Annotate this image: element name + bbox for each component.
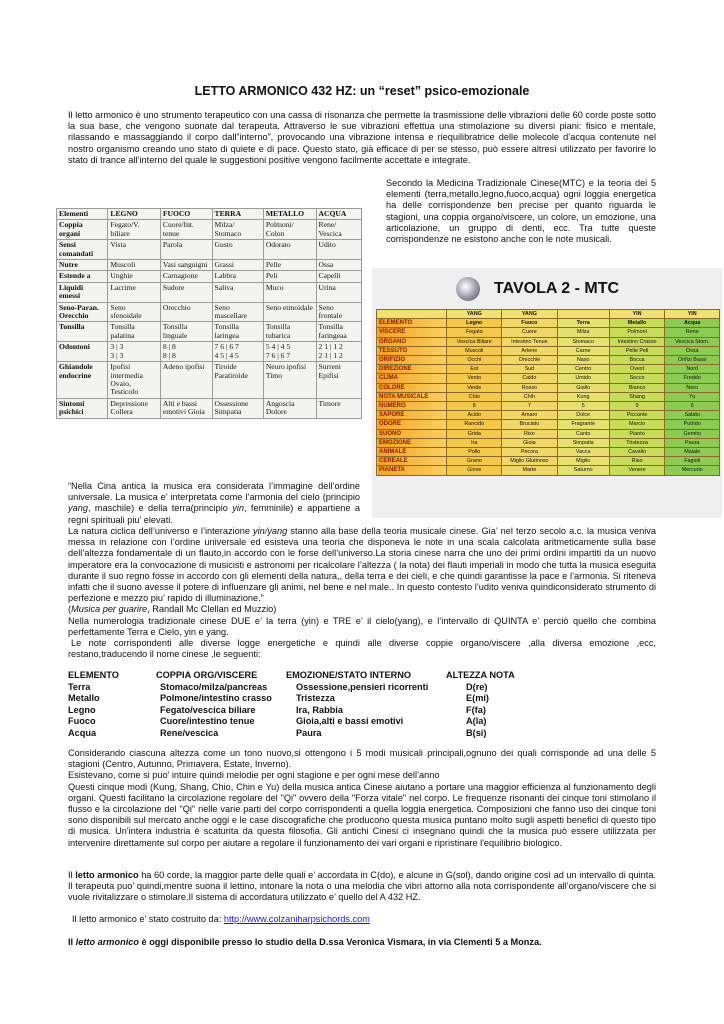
mtc-cell: 8 <box>447 402 502 411</box>
mtc-table-title: TAVOLA 2 - MTC <box>494 280 620 297</box>
notes-cell: B(si) <box>466 727 487 738</box>
mtc-cell: Saturno <box>557 466 609 475</box>
mtc-cell: Pollo <box>447 448 502 457</box>
mtc-cell: Salato <box>665 411 720 420</box>
mtc-cell: Milza <box>557 328 609 337</box>
mtc-cell: Pecora <box>502 448 558 457</box>
mtc-cell: Riso <box>609 457 665 466</box>
table-cell: Pelle <box>263 260 316 271</box>
mtc-cell: Rene <box>665 328 720 337</box>
table-row <box>57 240 362 260</box>
mtc-cell: Bruciato <box>502 420 558 429</box>
table-cell: 2 1 | 1 2 2 1 | 1 2 <box>316 342 361 362</box>
mtc-row <box>377 429 720 438</box>
mtc-cell: Kung <box>557 392 609 401</box>
mtc-cell: Rosso <box>502 383 558 392</box>
mtc-row <box>377 374 720 383</box>
table-cell: Surreni Epifisi <box>316 362 361 399</box>
notes-cell: Gioia,alti e bassi emotivi <box>296 716 404 726</box>
table-cell: Seno mascellare <box>212 302 263 322</box>
table-cell: Ossessione Simpatia <box>212 398 263 418</box>
notes-header-cell: ELEMENTO <box>68 670 119 680</box>
table-cell: Seno sfenoidale <box>108 302 160 322</box>
table-cell: Parola <box>160 240 212 260</box>
table-header-row <box>57 209 362 220</box>
table-row <box>57 322 362 342</box>
mtc-cell: Orecchie <box>502 356 558 365</box>
mtc-cell: 6 <box>665 402 720 411</box>
mtc-cell: Grano <box>447 457 502 466</box>
mtc-row-label: SAPORE <box>377 411 447 420</box>
page-title: LETTO ARMONICO 432 HZ: un “reset” psico-emozionale <box>194 84 530 98</box>
table-row-label: Sintomi psichici <box>57 398 108 418</box>
mtc-row-label: ORIFIZIO <box>377 356 447 365</box>
mtc-cell: Simpatia <box>557 438 609 447</box>
mtc-cell: Giove <box>447 466 502 475</box>
intro-paragraph: Il letto armonico è uno strumento terapeutico con una cassa di risonanza che permette la trasmissione delle vibrazioni delle 60 corde poste sotto la sua base, che vengono suonate dal terapeuta. Attraverso le sue vibrazioni effettua una stimolazione su diversi piani: fisico e mentale, rilassando e massaggiando il corpo dall”interno”, provocando una vibrazione intensa e riequilibratrice delle molecole d’acqua contenute nel nostro organismo creando uno stato di quiete e di pace. Questo stato, già efficace di per se stesso, può essere altresì utilizzato per favorire lo stato di trance all’interno del quale le suggestioni positive vengono facilmente accettate e integrate. <box>68 110 656 165</box>
modes-paragraph: Considerando ciascuna altezza come un tono nuovo,si ottengono i 5 modi musicali principali,ognuno dei quali corrisponde ad una delle 5 stagioni (Centro, Autunno, Primavera, Estate, Inverno). <box>68 748 656 770</box>
mtc-cell: Fuoco <box>502 319 558 328</box>
mtc-cell: Nero <box>665 383 720 392</box>
mtc-cell: Shang <box>609 392 665 401</box>
table-header-cell: TERRA <box>212 209 263 220</box>
notes-cell: Legno <box>68 704 96 715</box>
mtc-cell: Paura <box>665 438 720 447</box>
qi-paragraph: Questi cinque modi (Kung, Shang, Chio, Chin e Yu) della musica antica Cinese aiutano a portare una maggior efficienza al funzionamento degli organi. Questi facilitano la circolazione regolare del "Qi" ovvero della "Forza vitale" nel corpo. Le frequenze risonanti dei cinque toni stimolano il flusso e la circolazione del "Qi" nelle varie parti del corpo corrispondenti a quella loggia energetica. Composizioni che fanno uso dei cinque toni sono disponibili sul mercato anche oggi e le case discografiche che producono questa musica puntano molto sugli aspetti benefici di questo tipo di musica. Un'intera industria è scaturita da questa filosofia. Gli antichi Cinesi ci insegnano quindi che la musica può essere utilizzata per intervenire direttamente sul corpo per aiutare a regolare il funzionamento dei vari organi e ripristinare l'equilibrio biologico. <box>68 781 656 848</box>
notes-intro-paragraph: Le note corrispondenti alle diverse logge energetiche e quindi alle diverse coppie organo/viscere ,alla diversa emozione ,ecc, restano,traducendo il nome cinese ,le seguenti: <box>68 638 656 660</box>
mtc-cell: Mercurio <box>665 466 720 475</box>
table-cell: Cuore/Int. tenue <box>160 220 212 240</box>
mtc-row <box>377 448 720 457</box>
table-row <box>57 398 362 418</box>
table-cell: Tonsilla tubarica <box>263 322 316 342</box>
seasons-paragraph: Esistevano, come si puo’ intuire quindi melodie per ogni stagione e per ogni mese dell’anno <box>68 770 440 781</box>
mtc-cell: Giallo <box>557 383 609 392</box>
mtc-row <box>377 328 720 337</box>
mtc-cell: Legno <box>447 319 502 328</box>
numerology-paragraph: Nella numerologia tradizionale cinese DUE e’ la terra (yin) e TRE e’ il cielo(yang), e l’intervallo di QUINTA e’ perciò quello che combina perfettamente Terra e Cielo, yin e yang. <box>68 615 656 637</box>
mtc-cell: Occhi <box>447 356 502 365</box>
mtc-cell: Venere <box>609 466 665 475</box>
table-cell: Tiroide Paratiroide <box>212 362 263 399</box>
mtc-cell: Miglio <box>557 457 609 466</box>
mtc-row <box>377 411 720 420</box>
table-cell: Tonsilla linguale <box>160 322 212 342</box>
mtc-row-label: EMOZIONE <box>377 438 447 447</box>
table-cell: Grassi <box>212 260 263 271</box>
credit-line <box>72 914 370 924</box>
mtc-row-label: SUONO <box>377 429 447 438</box>
availability-line: Il letto armonico è oggi disponibile presso lo studio della D.ssa Veronica Vismara, in via Clementi 5 a Monza. <box>68 937 542 947</box>
table-row <box>57 282 362 302</box>
quote-paragraph: “Nella Cina antica la musica era considerata l’immagine dell’ordine universale. La musica e’ interpretata come l’armonia del cielo (principio yang, maschile) e della terra(principio yin, femminile) e appartiene a regni spirituali piu’ elevati. <box>68 481 360 525</box>
mtc-row <box>377 319 720 328</box>
table-cell: Rene/ Vescica <box>316 220 361 240</box>
mtc-cell: Marcio <box>609 420 665 429</box>
mtc-header-cell: YIN <box>665 310 720 319</box>
table-cell: Tonsilla palatina <box>108 322 160 342</box>
table-cell: Unghie <box>108 271 160 282</box>
table-cell: Labbra <box>212 271 263 282</box>
mtc-cell: Naso <box>557 356 609 365</box>
mtc-cell: Canto <box>557 429 609 438</box>
table-cell: Timore <box>316 398 361 418</box>
mtc-row-label: PIANETA <box>377 466 447 475</box>
mtc-cell: Polmoni <box>609 328 665 337</box>
mtc-row <box>377 466 720 475</box>
table-cell: Polmoni/ Colon <box>263 220 316 240</box>
table-row-label: Sensi comandati <box>57 240 108 260</box>
table-row-label: Seno-Paran. Orecchio <box>57 302 108 322</box>
mtc-cell: Yu <box>665 392 720 401</box>
mtc-header-cell <box>557 310 609 319</box>
table-cell: Carnagione <box>160 271 212 282</box>
notes-cell: Fegato/vescica biliare <box>160 704 256 715</box>
credit-text: Il letto armonico e’ stato costruito da: <box>72 914 224 924</box>
table-cell: Depressione Collera <box>108 398 160 418</box>
mtc-header-row <box>377 310 720 319</box>
table-cell: Orecchio <box>160 302 212 322</box>
table-cell: Fegato/V. biliare <box>108 220 160 240</box>
mtc-cell: Piccante <box>609 411 665 420</box>
table-cell: Neuro ipofisi Timo <box>263 362 316 399</box>
mtc-cell: Intestino Crasso <box>609 337 665 346</box>
table-cell: Urina <box>316 282 361 302</box>
table-cell: Tonsilla laringea <box>212 322 263 342</box>
mtc-row <box>377 402 720 411</box>
mtc-row-label: ELEMENTO <box>377 319 447 328</box>
table-row-label: Liquidi emessi <box>57 282 108 302</box>
mtc-cell: Ossa <box>665 346 720 355</box>
mtc-cell: Rancido <box>447 420 502 429</box>
mtc-cell: Nord <box>665 365 720 374</box>
mtc-paragraph: Secondo la Medicina Tradizionale Cinese(MTC) e la teoria dei 5 elementi (terra,metallo,legno,fuoco,acqua) ogni loggia energetica ha delle corrispondenze ben precise per quanto riguarda le stagioni, una coppia organo/viscere, un colore, un emozione, una articolazione, un gruppo di denti, ecc. Tra tutte queste corrispondenze ne esistono anche con le note musicali. <box>386 178 656 245</box>
mtc-cell: 5 <box>557 402 609 411</box>
table-cell: 8 | 8 8 | 8 <box>160 342 212 362</box>
table-row <box>57 342 362 362</box>
notes-cell: Rene/vescica <box>160 727 219 738</box>
mtc-row-label: COLORE <box>377 383 447 392</box>
mtc-cell: Cavallo <box>609 448 665 457</box>
mtc-cell: Bianco <box>609 383 665 392</box>
table-cell: Gusto <box>212 240 263 260</box>
mtc-cell: Carne <box>557 346 609 355</box>
mtc-cell: Maiale <box>665 448 720 457</box>
mtc-cell: Verde <box>447 383 502 392</box>
mtc-cell: Cuore <box>502 328 558 337</box>
mtc-row-label: NOTA MUSICALE <box>377 392 447 401</box>
notes-cell: Ira, Rabbia <box>296 704 343 715</box>
mtc-cell: Intestino Tenue <box>502 337 558 346</box>
mtc-cell: Terra <box>557 319 609 328</box>
elements-table <box>56 208 362 419</box>
mtc-cell: Gioia <box>502 438 558 447</box>
table-cell: Ossa <box>316 260 361 271</box>
mtc-header-cell: YIN <box>609 310 665 319</box>
table-cell: 3 | 3 3 | 3 <box>108 342 160 362</box>
mtc-cell: Muscoli <box>447 346 502 355</box>
table-cell: Ipofisi intermedia Ovaio, Testicolo <box>108 362 160 399</box>
mtc-cell: Tristezza <box>609 438 665 447</box>
notes-cell: D(re) <box>466 681 488 692</box>
mtc-cell: Vacca <box>557 448 609 457</box>
mtc-header-cell: YANG <box>447 310 502 319</box>
notes-header-cell: EMOZIONE/STATO INTERNO <box>286 670 412 680</box>
table-cell: 7 6 | 6 7 4 5 | 4 5 <box>212 342 263 362</box>
notes-cell: F(fa) <box>466 704 486 715</box>
table-cell: Seno etmoidale <box>263 302 316 322</box>
mtc-row <box>377 383 720 392</box>
table-row <box>57 362 362 399</box>
maker-link[interactable]: http://www.colzaniharpsichords.com <box>223 914 370 924</box>
mtc-cell: Caldo <box>502 374 558 383</box>
mtc-cell: Dolce <box>557 411 609 420</box>
table-header-cell: METALLO <box>263 209 316 220</box>
mtc-cell: Vescica Biliare <box>447 337 502 346</box>
mtc-cell: Vento <box>447 374 502 383</box>
table-row <box>57 271 362 282</box>
mtc-header-cell <box>377 310 447 319</box>
table-cell: Peli <box>263 271 316 282</box>
mtc-cell: Chih <box>502 392 558 401</box>
mtc-cell: Bocca <box>609 356 665 365</box>
mtc-row <box>377 392 720 401</box>
mtc-cell: 7 <box>502 402 558 411</box>
mtc-cell: Grida <box>447 429 502 438</box>
table-cell: Capelli <box>316 271 361 282</box>
yin-yang-logo-icon <box>456 277 480 301</box>
mtc-cell: Est <box>447 365 502 374</box>
body-paragraph-1: La natura ciclica dell’universo e l’interazione yin/yang stanno alla base della teoria musicale cinese. Gia’ nel terzo secolo a.c. la musica veniva messa in relazione con l’ordine universale ed esisteva una teoria che disponeva le note in una scala calcolata aritmeticamente sulla base dell’altezza fondamentale di un flauto,in accordo con le forse dell’universo.La storia cinese narra che uno dei primi ordini impartiti da un nuovo imperatore era la convocazione di musicisti e astronomi per ricalcolare l’altezza ( la nota) dei flauti imperiali in modo che tutta la musica eseguita durante il suo regno fosse in accordo con gli elementi della natura,, della terra e dei cieli, e che quindi garantisse la pace e l’armonia. Si riteneva infatti che il suono avesse il potere di influenzare gli animi, nel bene e nel male.. In questo contesto l’udito veniva quindiconsiderato strumento di perfezione e mezzo piu’ rapido di illuminazione.” (Musica per guarire, Randall Mc Clellan ed Muzzio) Nella numerologia tradizionale cinese DUE e’ la terra (yin) e TRE e’ il cielo(yang), e l’intervallo di QUINTA e’ perciò quello che combina perfettamente Terra e Cielo, yin e yang. Le note corrispondenti alle diverse logge energetiche e quindi alle diverse coppie organo/viscere ,alla diversa emozione ,ecc, restano,traducendo il nome cinese ,le seguenti: <box>68 526 657 660</box>
mtc-cell: Ira <box>447 438 502 447</box>
table-row <box>57 302 362 322</box>
mtc-cell: Fragrante <box>557 420 609 429</box>
notes-cell: Polmone/intestino crasso <box>160 693 272 703</box>
table-header-cell: LEGNO <box>108 209 160 220</box>
table-cell: Seno frontale <box>316 302 361 322</box>
mtc-row-label: DIREZIONE <box>377 365 447 374</box>
mtc-row-label: ODORE <box>377 420 447 429</box>
mtc-cell: Acido <box>447 411 502 420</box>
table-cell: Angoscia Dolore <box>263 398 316 418</box>
table-cell: Milza/ Stomaco <box>212 220 263 240</box>
table-cell: Vista <box>108 240 160 260</box>
mtc-row-label: CEREALE <box>377 457 447 466</box>
mtc-cell: Sud <box>502 365 558 374</box>
mtc-cell: Centro <box>557 365 609 374</box>
mtc-row-label: ORGANO <box>377 337 447 346</box>
table-row-label: Coppia organi <box>57 220 108 240</box>
mtc-row <box>377 438 720 447</box>
table-cell: Udito <box>316 240 361 260</box>
table-row-label: Odontoni <box>57 342 108 362</box>
table-cell: Sudore <box>160 282 212 302</box>
mtc-cell: Vescica Stom. <box>665 337 720 346</box>
mtc-cell: Umido <box>557 374 609 383</box>
mtc-cell: Secco <box>609 374 665 383</box>
mtc-cell: Orifizi Bassi <box>665 356 720 365</box>
mtc-cell: Gemito <box>665 429 720 438</box>
notes-cell: Cuore/intestino tenue <box>160 716 255 726</box>
body-paragraph-2 <box>68 748 656 849</box>
notes-cell: Terra <box>68 681 91 692</box>
notes-header-cell: ALTEZZA NOTA <box>446 670 515 680</box>
mtc-cell: 9 <box>609 402 665 411</box>
table-cell: Odorato <box>263 240 316 260</box>
mtc-row <box>377 365 720 374</box>
notes-cell: Metallo <box>68 693 100 703</box>
notes-cell: E(mi) <box>466 693 489 703</box>
table-row <box>57 220 362 240</box>
notes-header-cell: COPPIA ORG/VISCERE <box>156 670 258 680</box>
notes-cell: Ossessione,pensieri ricorrenti <box>296 681 429 692</box>
table-header-cell: FUOCO <box>160 209 212 220</box>
mtc-cell: Arterie <box>502 346 558 355</box>
table-row-label: Nutre <box>57 260 108 271</box>
table-cell: Lacrime <box>108 282 160 302</box>
mtc-cell: Marte <box>502 466 558 475</box>
mtc-cell: Stomaco <box>557 337 609 346</box>
table-row-label: Ghiandole endocrine <box>57 362 108 399</box>
table-cell: Muscoli <box>108 260 160 271</box>
table-cell: Vasi sanguigni <box>160 260 212 271</box>
table-header-cell: Elementi <box>57 209 108 220</box>
mtc-cell: Fagioli <box>665 457 720 466</box>
table-row-label: Tonsilla <box>57 322 108 342</box>
mtc-row-label: NUMERO <box>377 402 447 411</box>
mtc-cell: Ovest <box>609 365 665 374</box>
notes-cell: Stomaco/milza/pancreas <box>160 681 268 692</box>
mtc-row <box>377 356 720 365</box>
mtc-row <box>377 457 720 466</box>
mtc-header-cell: YANG <box>502 310 558 319</box>
mtc-cell: Metallo <box>609 319 665 328</box>
mtc-row-label: CLIMA <box>377 374 447 383</box>
table-row <box>57 260 362 271</box>
mtc-row-label: TESSUTO <box>377 346 447 355</box>
table-cell: Altì e bassi emotivi Gioia <box>160 398 212 418</box>
mtc-cell: Freddo <box>665 374 720 383</box>
table-cell: Saliva <box>212 282 263 302</box>
mtc-cell: Putrido <box>665 420 720 429</box>
mtc-cell: Acqua <box>665 319 720 328</box>
table-cell: Tonsilla faringeaa <box>316 322 361 342</box>
notes-cell: Paura <box>296 727 322 738</box>
table-cell: Adeno ipofisi <box>160 362 212 399</box>
table-cell: Muco <box>263 282 316 302</box>
mtc-row-label: ANIMALE <box>377 448 447 457</box>
mtc-cell: Miglio Glutinoso <box>502 457 558 466</box>
notes-cell: Fuoco <box>68 716 96 726</box>
notes-cell: Tristezza <box>296 693 335 703</box>
notes-cell: A(la) <box>466 716 487 726</box>
mtc-row <box>377 420 720 429</box>
mtc-cell: Fegato <box>447 328 502 337</box>
mtc-cell: Amaro <box>502 411 558 420</box>
mtc-table <box>376 309 720 476</box>
body-paragraph-3: Il letto armonico ha 60 corde, la maggior parte delle quali e’ accordata in C(do), e alcune in G(sol), dando origine così ad un intervallo di quinta. Il terapeuta puo’ quindi,mentre suona il lettino, intonare la nota o una melodia che vibri attorno alla nota corrispondente all’organo/viscere che si vuole rivitalizzare o stimolare.Il sistema di accordatura utilizzato e’ quello del A 432 HZ. <box>68 870 656 903</box>
mtc-row <box>377 337 720 346</box>
table-row-label: Estende a <box>57 271 108 282</box>
mtc-cell: Riso <box>502 429 558 438</box>
table-cell: 5 4 | 4 5 7 6 | 6 7 <box>263 342 316 362</box>
table-header-cell: ACQUA <box>316 209 361 220</box>
mtc-row <box>377 346 720 355</box>
citation: (Musica per guarire, Randall Mc Clellan ed Muzzio) <box>68 604 277 615</box>
mtc-row-label: VISCERE <box>377 328 447 337</box>
mtc-cell: Chio <box>447 392 502 401</box>
mtc-cell: Pelle Peli <box>609 346 665 355</box>
mtc-cell: Pianto <box>609 429 665 438</box>
notes-cell: Acqua <box>68 727 97 738</box>
